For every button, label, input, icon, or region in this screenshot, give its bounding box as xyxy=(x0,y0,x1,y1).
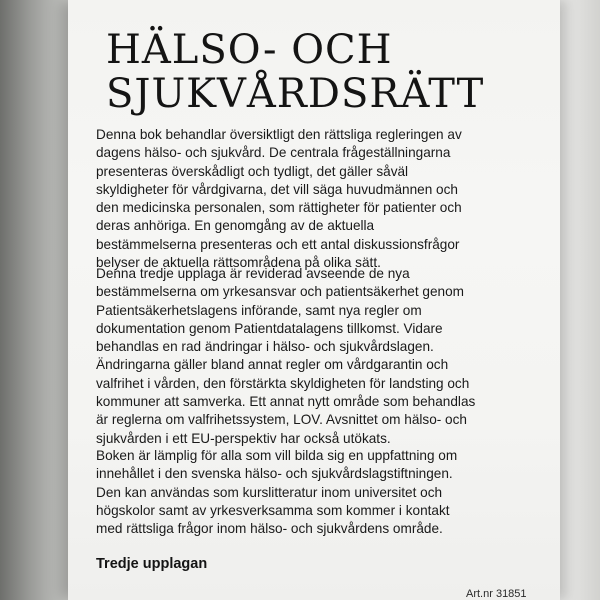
article-number: Art.nr 31851 xyxy=(466,588,527,600)
description-paragraph-2: Denna tredje upplaga är reviderad avseende de nya bestämmelserna om yrkesansvar och patientsäkerhet genom Patientsäkerhetslagens införande, samt nya regler om dokumentation genom Patientdatalagens tillkomst. Vidare behandlas en rad ändringar i hälso- och sjukvårdslagen. Ändringarna gäller bland annat regler om vårdgarantin och valfrihet i vården, den förstärkta skyldigheten för landsting och kommuner att samverka. Ett annat nytt område som behandlas är reglerna om valfrihetssystem, LOV. Avsnittet om hälso- och sjukvården i ett EU-perspektiv har också utökats. xyxy=(96,266,476,446)
description-paragraph-3: Boken är lämplig för alla som vill bilda sig en uppfattning om innehållet i den svenska hälso- och sjukvårdslagstiftningen. Den kan användas som kurslitteratur inom universitet och högskolor samt av yrkesverksamma som kommer i kontakt med rättsliga frågor inom hälso- och sjukvårdens område. xyxy=(96,448,458,537)
description-paragraph-1: Denna bok behandlar översiktligt den rättsliga regleringen av dagens hälso- och sjukvård. De centrala frågeställningarna presenteras överskådligt och tydligt, det gäller såväl skyldigheter för vårdgivarna, det vill säga huvudmännen och den medicinska personalen, som rättigheter för patienter och deras anhöriga. En genomgång av de aktuella bestämmelserna presenteras och ett antal diskussionsfrågor belyser de aktuella rättsområdena på olika sätt. xyxy=(96,127,462,271)
title-line-1: HÄLSO- OCH xyxy=(106,27,393,73)
book-title xyxy=(106,28,526,116)
title-line-2: SJUKVÅRDSRÄTT xyxy=(106,71,485,117)
edition-label: Tredje upplagan xyxy=(96,556,208,572)
